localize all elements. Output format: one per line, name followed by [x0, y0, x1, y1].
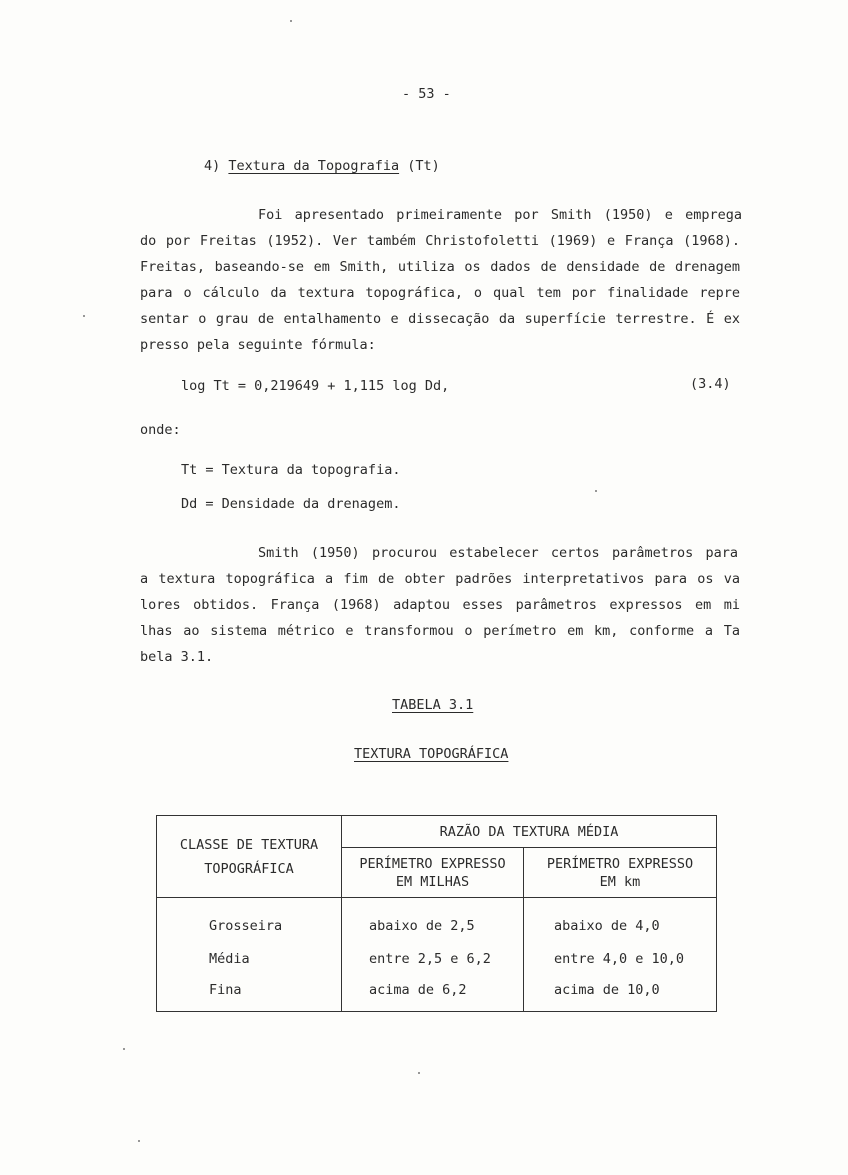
- definition-dd: Dd = Densidade da drenagem.: [181, 496, 401, 512]
- section-heading: [204, 158, 440, 174]
- cell-classe: Média: [157, 943, 342, 976]
- header-km-line: EM km: [599, 873, 641, 890]
- header-km-line: PERÍMETRO EXPRESSO: [546, 855, 694, 872]
- paragraph-line: lores obtidos. França (1968) adaptou esses parâmetros expressos em mi: [140, 597, 740, 613]
- scan-speck: [123, 1048, 125, 1050]
- scan-speck: [138, 1140, 140, 1142]
- paragraph-line: presso pela seguinte fórmula:: [140, 337, 376, 353]
- section-number: 4): [204, 158, 221, 174]
- cell-km: entre 4,0 e 10,0: [524, 943, 717, 976]
- texture-table: [156, 815, 717, 1012]
- table-row: [157, 898, 717, 943]
- header-classe-line: TOPOGRÁFICA: [204, 860, 294, 877]
- scan-speck: [595, 490, 597, 492]
- header-milhas-line: PERÍMETRO EXPRESSO: [359, 855, 506, 872]
- formula-number: (3.4): [690, 376, 731, 392]
- paragraph-line: Smith (1950) procurou estabelecer certos parâmetros para: [258, 545, 738, 561]
- formula-expression: log Tt = 0,219649 + 1,115 log Dd,: [181, 378, 450, 394]
- scan-speck: [290, 20, 292, 22]
- header-classe: [157, 816, 342, 898]
- cell-classe: Fina: [157, 976, 342, 1012]
- onde-label: onde:: [140, 422, 181, 438]
- scan-speck: [83, 315, 85, 317]
- section-title: Textura da Topografia: [228, 158, 400, 174]
- cell-milhas: entre 2,5 e 6,2: [342, 943, 524, 976]
- table-row: [157, 976, 717, 1012]
- paragraph-line: lhas ao sistema métrico e transformou o perímetro em km, conforme a Ta: [140, 623, 740, 639]
- paragraph-line: bela 3.1.: [140, 649, 214, 665]
- definition-tt: Tt = Textura da topografia.: [181, 462, 401, 478]
- header-milhas-line: EM MILHAS: [395, 873, 470, 890]
- paragraph-line: para o cálculo da textura topográfica, o qual tem por finalidade repre: [140, 285, 740, 301]
- header-group: RAZÃO DA TEXTURA MÉDIA: [342, 816, 717, 848]
- paragraph-line: Freitas, baseando-se em Smith, utiliza os dados de densidade de drenagem: [140, 259, 740, 275]
- paragraph-line: do por Freitas (1952). Ver também Christofoletti (1969) e França (1968).: [140, 233, 740, 249]
- section-symbol: (Tt): [407, 158, 440, 174]
- table-title: TEXTURA TOPOGRÁFICA: [354, 746, 509, 762]
- page-number: - 53 -: [402, 86, 451, 102]
- cell-milhas: acima de 6,2: [342, 976, 524, 1012]
- header-km: [524, 848, 717, 898]
- cell-km: acima de 10,0: [524, 976, 717, 1012]
- header-milhas: [342, 848, 524, 898]
- paragraph-line: a textura topográfica a fim de obter padrões interpretativos para os va: [140, 571, 740, 587]
- paragraph-line: sentar o grau de entalhamento e dissecação da superfície terrestre. É ex: [140, 311, 740, 327]
- table-label: TABELA 3.1: [392, 697, 474, 713]
- cell-classe: Grosseira: [157, 898, 342, 943]
- cell-milhas: abaixo de 2,5: [342, 898, 524, 943]
- cell-km: abaixo de 4,0: [524, 898, 717, 943]
- scan-speck: [418, 1072, 420, 1074]
- paragraph-line: Foi apresentado primeiramente por Smith (1950) e emprega: [258, 207, 742, 223]
- header-classe-line: CLASSE DE TEXTURA: [179, 836, 319, 853]
- table-row: [157, 943, 717, 976]
